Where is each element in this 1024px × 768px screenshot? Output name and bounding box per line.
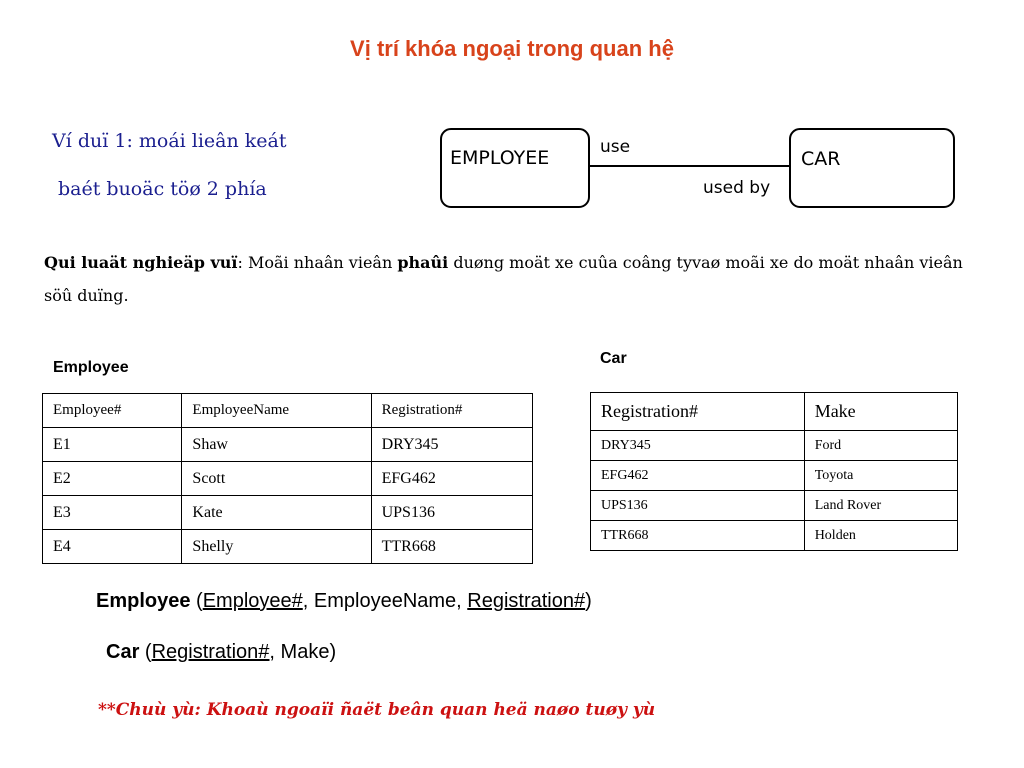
table-cell: TTR668 — [591, 521, 805, 551]
employee-header-cell: EmployeeName — [182, 394, 371, 428]
employee-header-cell: Registration# — [371, 394, 532, 428]
car-schema — [106, 641, 336, 664]
car-entity-label: CAR — [801, 148, 841, 170]
table-row — [43, 462, 533, 496]
employee-schema-name: Employee — [96, 590, 191, 612]
table-cell: Shelly — [182, 530, 371, 564]
business-rule-text-1: : Moãi nhaân vieân — [237, 253, 398, 272]
schema-paren-open: ( — [190, 590, 203, 612]
schema-paren-close: ) — [585, 590, 592, 612]
car-header-cell: Registration# — [591, 393, 805, 431]
table-row — [591, 491, 958, 521]
table-cell: Ford — [804, 431, 957, 461]
table-cell: Shaw — [182, 428, 371, 462]
car-schema-name: Car — [106, 641, 140, 663]
table-cell: UPS136 — [371, 496, 532, 530]
car-header-cell: Make — [804, 393, 957, 431]
table-cell: Land Rover — [804, 491, 957, 521]
table-cell: DRY345 — [371, 428, 532, 462]
business-rule-text-2: duøng moät xe cuûa coâng tyvaø moãi xe do moät nhaân vieân söû duïng. — [44, 253, 963, 305]
table-row — [591, 431, 958, 461]
business-rule-lead: Qui luaät nghieäp vuï — [44, 253, 238, 272]
car-table-header-row — [591, 393, 958, 431]
employee-schema — [96, 590, 592, 613]
employee-primary-key: Employee# — [202, 590, 303, 612]
used-by-label: used by — [703, 178, 771, 198]
table-cell: EFG462 — [591, 461, 805, 491]
table-cell: UPS136 — [591, 491, 805, 521]
note: **Chuù yù: Khoaù ngoaïi ñaët beân quan heä naøo tuøy yù — [98, 700, 656, 720]
table-row — [591, 521, 958, 551]
table-cell: DRY345 — [591, 431, 805, 461]
table-cell: Scott — [182, 462, 371, 496]
table-cell: TTR668 — [371, 530, 532, 564]
car-table-caption: Car — [600, 350, 627, 367]
employee-entity-label: EMPLOYEE — [450, 147, 550, 169]
employee-table — [42, 393, 533, 564]
table-row — [43, 428, 533, 462]
table-row — [43, 530, 533, 564]
employee-foreign-key: Registration# — [467, 590, 586, 612]
er-diagram — [440, 125, 960, 215]
example-line-2: baét buoäc töø 2 phía — [58, 178, 267, 200]
employee-table-header-row — [43, 394, 533, 428]
car-primary-key: Registration#, — [151, 641, 275, 663]
slide-title: Vị trí khóa ngoại trong quan hệ — [350, 36, 674, 61]
use-label: use — [600, 137, 631, 157]
table-row — [43, 496, 533, 530]
employee-header-cell: Employee# — [43, 394, 182, 428]
table-cell: Toyota — [804, 461, 957, 491]
schema-paren-open: ( — [139, 641, 152, 663]
table-cell: E3 — [43, 496, 182, 530]
table-row — [591, 461, 958, 491]
example-line-1: Ví duï 1: moái lieân keát — [52, 130, 287, 152]
car-table — [590, 392, 958, 551]
employee-table-caption: Employee — [53, 359, 129, 376]
table-cell: E1 — [43, 428, 182, 462]
table-cell: Holden — [804, 521, 957, 551]
table-cell: EFG462 — [371, 462, 532, 496]
schema-rest: Make) — [274, 641, 337, 663]
table-cell: E4 — [43, 530, 182, 564]
schema-middle: , EmployeeName, — [302, 590, 468, 612]
business-rule — [44, 246, 994, 312]
table-cell: Kate — [182, 496, 371, 530]
table-cell: E2 — [43, 462, 182, 496]
business-rule-bold-word: phaûi — [397, 253, 449, 272]
